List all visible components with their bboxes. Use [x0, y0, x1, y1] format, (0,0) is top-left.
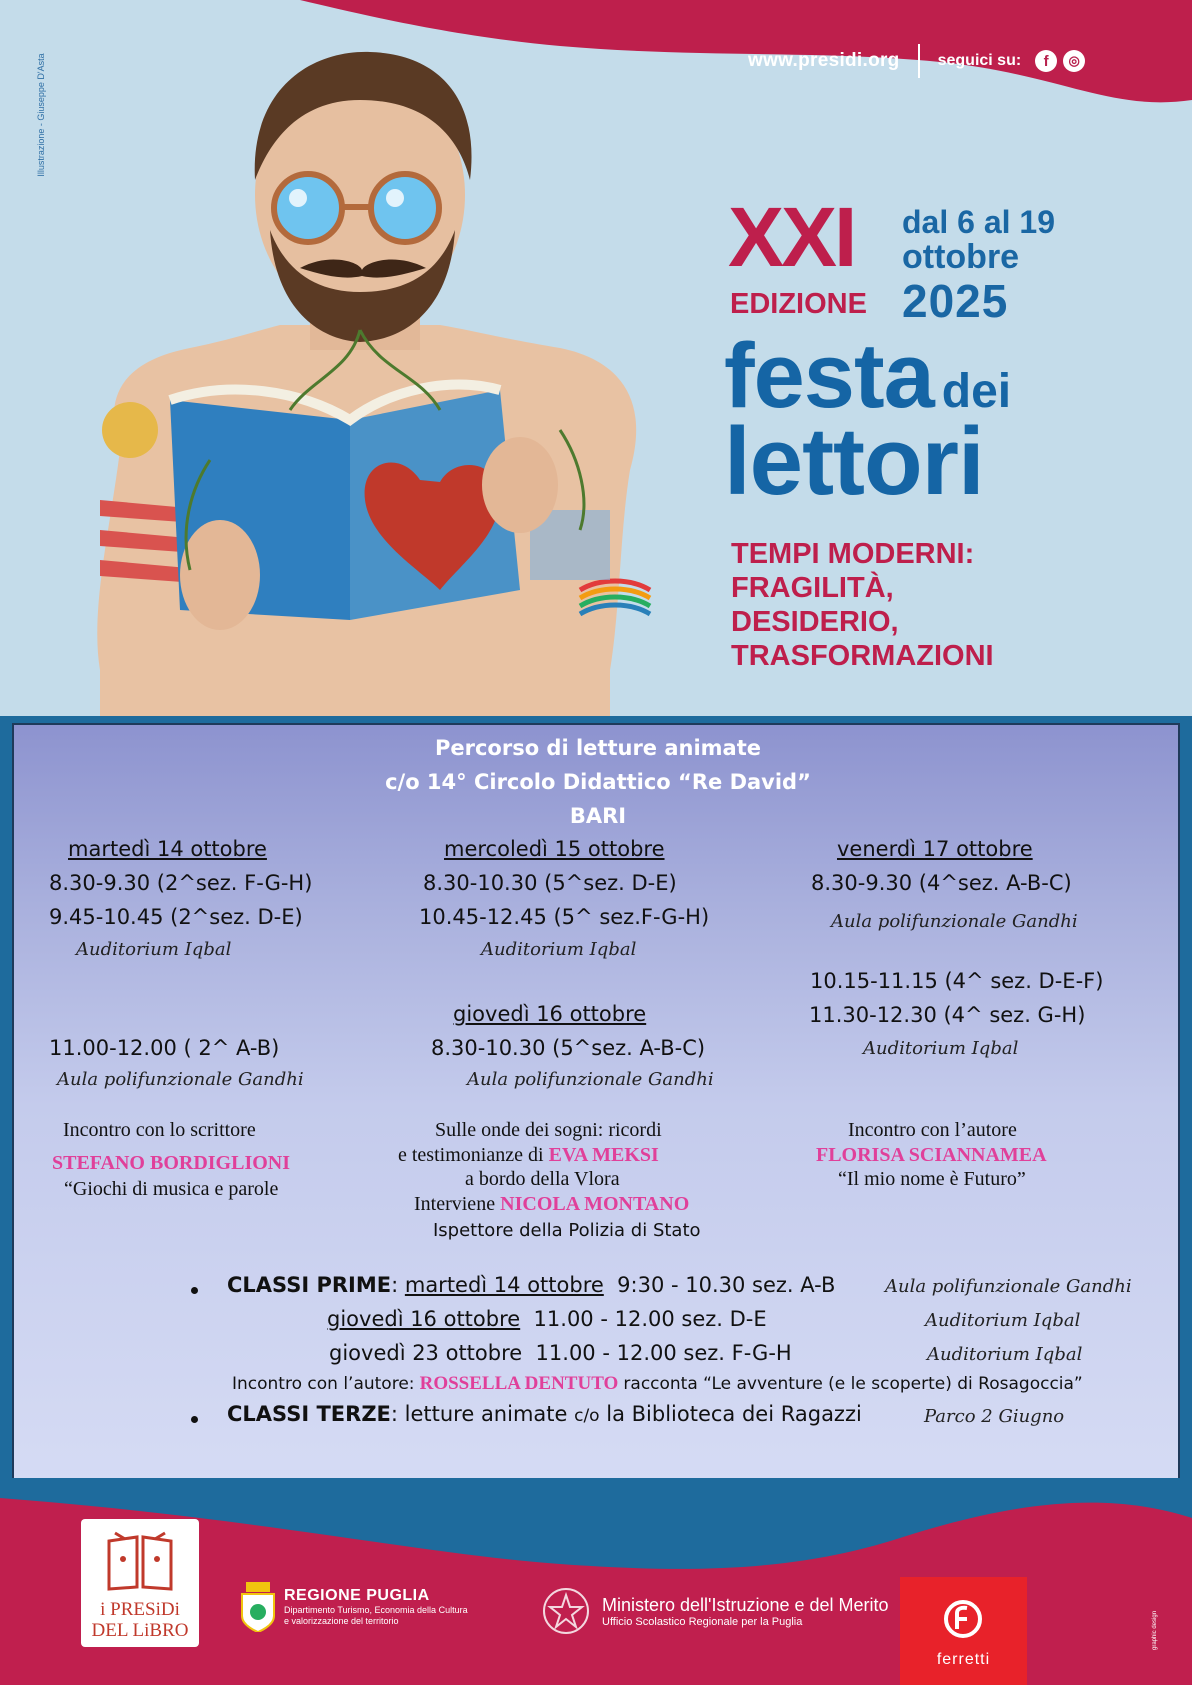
- edition-word: EDIZIONE: [730, 288, 867, 320]
- program-city: BARI: [569, 804, 627, 828]
- classi-prime-row: [329, 1341, 792, 1365]
- theme-line: TRASFORMAZIONI: [731, 640, 994, 672]
- col2-meet-line: Sulle onde dei sogni: ricordi: [435, 1119, 662, 1141]
- classi-prime-author: ROSSELLA DENTUTO: [419, 1373, 619, 1394]
- classi-prime-row: CLASSI PRIME: martedì 14 ottobre 9:30 - 10.30 sez. A-B: [227, 1273, 836, 1297]
- presidi-logo-line: i PRESiDi: [100, 1599, 180, 1620]
- program-box: [12, 723, 1180, 1480]
- illustration-credit-text: Illustrazione - Giuseppe D'Asta: [36, 53, 46, 177]
- col1-work: “Giochi di musica e parole: [64, 1178, 279, 1200]
- website-link[interactable]: www.presidi.org: [748, 50, 900, 71]
- ministero-sub: Ufficio Scolastico Regionale per la Puglia: [602, 1615, 803, 1628]
- col3-slot: 11.30-12.30 (4^ sez. G-H): [809, 1003, 1086, 1027]
- header-divider: [918, 44, 920, 78]
- program-title: Percorso di letture animate: [434, 736, 762, 760]
- classi-prime-meet: [232, 1373, 1083, 1395]
- bullet: [191, 1416, 198, 1423]
- classi-prime-venue: Auditorium Iqbal: [925, 1310, 1081, 1331]
- ministero-logo: [540, 1585, 889, 1637]
- puglia-text: [284, 1587, 468, 1627]
- designer-credit: [1146, 1582, 1160, 1662]
- classi-prime-day: giovedì 16 ottobre: [327, 1307, 521, 1331]
- facebook-icon[interactable]: f: [1035, 50, 1057, 72]
- puglia-shield-icon: [240, 1582, 276, 1632]
- col2-venue: Aula polifunzionale Gandhi: [467, 1069, 714, 1090]
- col1-venue: Auditorium Iqbal: [76, 939, 232, 960]
- col3-day: venerdì 17 ottobre: [837, 837, 1033, 861]
- event-dates: [902, 204, 1055, 327]
- col2-author: EVA MEKSI: [548, 1144, 659, 1166]
- col2-meet-line: [398, 1144, 659, 1167]
- ferretti-mark-icon: [943, 1599, 983, 1639]
- theme-line: DESIDERIO,: [731, 606, 899, 638]
- col2-slot: 8.30-10.30 (5^sez. A-B-C): [431, 1036, 706, 1060]
- regione-puglia-logo: [240, 1582, 468, 1632]
- presidi-logo: [81, 1519, 199, 1647]
- classi-prime-meet-intro: Incontro con l’autore:: [232, 1374, 415, 1394]
- col2-day: mercoledì 15 ottobre: [444, 837, 665, 861]
- title-festa: festa: [724, 325, 934, 427]
- date-range: dal 6 al 19: [902, 204, 1055, 240]
- col2-speaker-intro: Interviene: [414, 1193, 496, 1215]
- classi-prime-venue: Auditorium Iqbal: [927, 1344, 1083, 1365]
- reader-illustration: [60, 30, 700, 720]
- col3-author: FLORISA SCIANNAMEA: [816, 1144, 1047, 1166]
- title-lettori: lettori: [724, 408, 984, 515]
- program-venue: c/o 14° Circolo Didattico “Re David”: [385, 770, 811, 794]
- theme-line: TEMPI MODERNI:: [731, 538, 975, 570]
- event-theme: [731, 537, 994, 673]
- col3-work: “Il mio nome è Futuro”: [838, 1168, 1026, 1190]
- col2-slot: 10.45-12.45 (5^ sez.F-G-H): [419, 905, 710, 929]
- illustration-credit: [26, 40, 46, 210]
- classi-terze-co: c/o: [574, 1406, 600, 1426]
- col1-author: STEFANO BORDIGLIONI: [52, 1152, 291, 1174]
- col1-slot: 11.00-12.00 ( 2^ A-B): [49, 1036, 280, 1060]
- puglia-sub: Dipartimento Turismo, Economia della Cultura: [284, 1605, 468, 1615]
- col2-meet-line: a bordo della Vlora: [465, 1168, 620, 1190]
- col3-slot: 10.15-11.15 (4^ sez. D-E-F): [810, 969, 1104, 993]
- presidi-logo-line: DEL LiBRO: [91, 1620, 189, 1641]
- ministero-text: [602, 1595, 889, 1628]
- ferretti-name: ferretti: [936, 1651, 991, 1668]
- col2-slot: 8.30-10.30 (5^sez. D-E): [423, 871, 677, 895]
- col3-venue: Aula polifunzionale Gandhi: [831, 911, 1078, 932]
- puglia-sub: e valorizzazione del territorio: [284, 1616, 399, 1626]
- puglia-name: REGIONE PUGLIA: [284, 1587, 430, 1604]
- poster-header: [0, 0, 1192, 720]
- ministero-name: Ministero dell'Istruzione e del Merito: [602, 1594, 889, 1615]
- classi-prime-day: martedì 14 ottobre: [404, 1273, 604, 1297]
- date-month: ottobre: [902, 238, 1020, 276]
- title-dei: dei: [941, 365, 1012, 418]
- col1-venue: Aula polifunzionale Gandhi: [57, 1069, 304, 1090]
- edition-number: XXI: [728, 190, 855, 284]
- classi-prime-time: 11.00 - 12.00 sez. F-G-H: [535, 1341, 792, 1365]
- classi-prime-time: 11.00 - 12.00 sez. D-E: [533, 1307, 767, 1331]
- col1-slot: 8.30-9.30 (2^sez. F-G-H): [49, 871, 313, 895]
- republic-emblem-icon: [540, 1585, 592, 1637]
- classi-prime-time: 9:30 - 10.30 sez. A-B: [617, 1273, 836, 1297]
- col2-speaker-line: [414, 1193, 689, 1216]
- col2-venue: Auditorium Iqbal: [481, 939, 637, 960]
- classi-prime-label: CLASSI PRIME: [227, 1273, 392, 1297]
- bullet: [191, 1287, 198, 1294]
- classi-terze-venue: Parco 2 Giugno: [924, 1406, 1065, 1427]
- classi-prime-row: [327, 1307, 767, 1331]
- classi-terze-label: CLASSI TERZE: [227, 1402, 391, 1426]
- col1-meet-intro: Incontro con lo scrittore: [63, 1119, 256, 1141]
- classi-terze-text: : letture animate: [390, 1402, 575, 1426]
- col2-speaker-role: Ispettore della Polizia di Stato: [433, 1220, 701, 1241]
- col2-meet-text: e testimonianze di: [398, 1144, 544, 1166]
- classi-terze-row: [227, 1402, 862, 1426]
- col3-venue: Auditorium Iqbal: [863, 1038, 1019, 1059]
- date-year: 2025: [902, 275, 1009, 327]
- col1-slot: 9.45-10.45 (2^sez. D-E): [49, 905, 303, 929]
- col2-day: giovedì 16 ottobre: [453, 1002, 647, 1026]
- theme-line: FRAGILITÀ,: [731, 572, 894, 604]
- col3-slot: 8.30-9.30 (4^sez. A-B-C): [811, 871, 1072, 895]
- instagram-icon[interactable]: ◎: [1063, 50, 1085, 72]
- classi-prime-meet-rest: racconta “Le avventure (e le scoperte) di Rosagoccia”: [623, 1374, 1083, 1394]
- designer-credit-text: graphic design: [1152, 1610, 1158, 1650]
- classi-prime-venue: Aula polifunzionale Gandhi: [885, 1276, 1132, 1297]
- header-links: [748, 44, 1085, 78]
- col3-meet-intro: Incontro con l’autore: [848, 1119, 1017, 1141]
- ferretti-logo: [900, 1577, 1027, 1685]
- classi-terze-text: la Biblioteca dei Ragazzi: [599, 1402, 862, 1426]
- follow-label: seguici su:: [937, 52, 1022, 69]
- books-icon: [105, 1531, 175, 1593]
- col1-day: martedì 14 ottobre: [68, 837, 267, 861]
- classi-prime-day: giovedì 23 ottobre: [329, 1341, 523, 1365]
- col2-speaker: NICOLA MONTANO: [500, 1193, 690, 1215]
